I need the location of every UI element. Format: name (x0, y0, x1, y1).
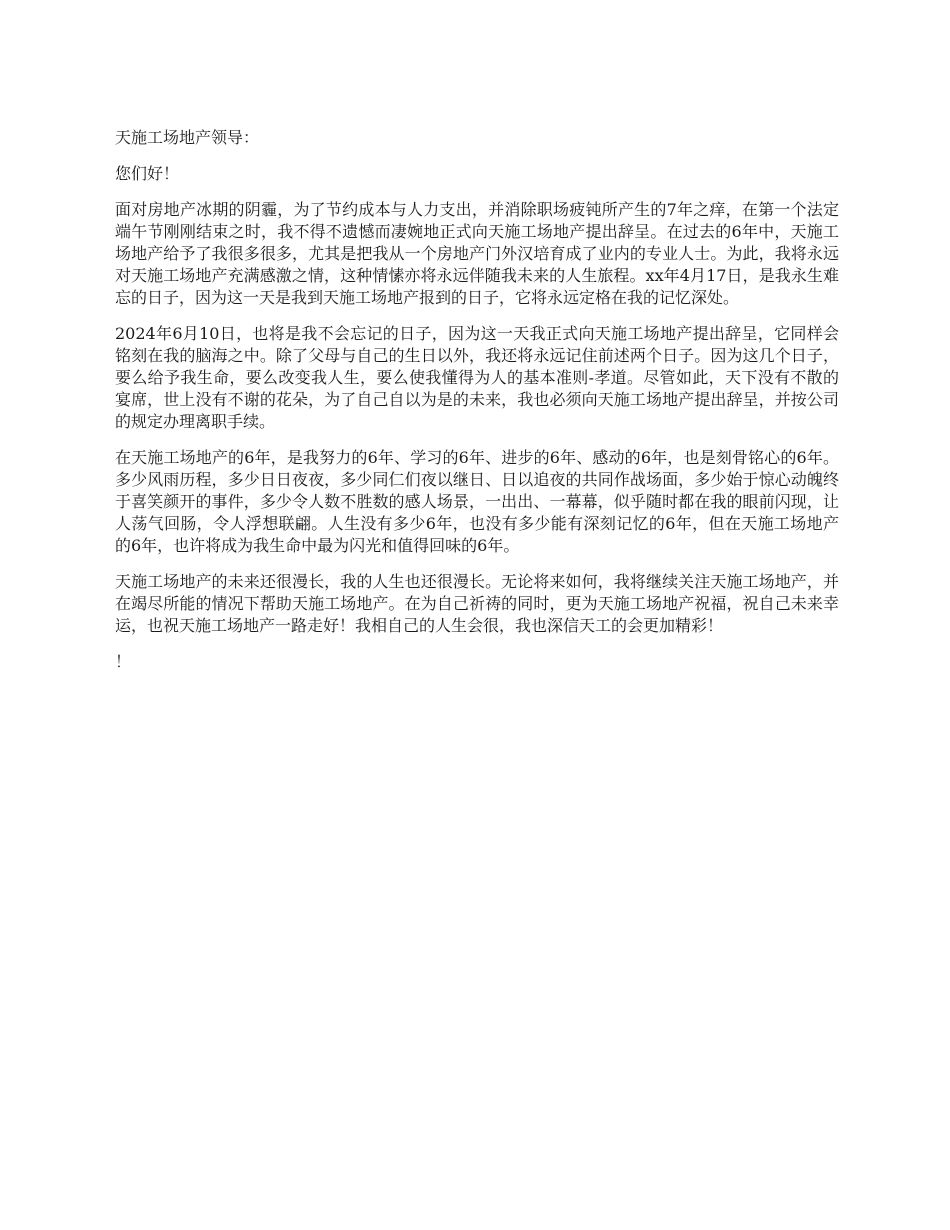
closing: ！ (115, 652, 132, 671)
greeting: 您们好！ (115, 164, 180, 183)
salutation: 天施工场地产领导： (115, 128, 260, 147)
paragraph-4: 天施工场地产的未来还很漫长，我的人生也还很漫长。无论将来如何，我将继续关注天施工场地产，并在竭尽所能的情况下帮助天施工场地产。在为自己祈祷的同时，更为天施工场地产祝福，祝自己未来幸运，也祝天施工场地产一路走好！我相自己的人生会很，我也深信天工的会更加精彩！ (115, 572, 839, 635)
letter-body (115, 127, 839, 687)
paragraph-1: 面对房地产冰期的阴霾，为了节约成本与人力支出，并消除职场疲钝所产生的7年之痒，在第一个法定端午节刚刚结束之时，我不得不遗憾而凄婉地正式向天施工场地产提出辞呈。在过去的6年中，天施工场地产给予了我很多很多，尤其是把我从一个房地产门外汉培育成了业内的专业人士。为此，我将永远对天施工场地产充满感激之情，这种情愫亦将永远伴随我未来的人生旅程。xx年4月17日，是我永生难忘的日子，因为这一天是我到天施工场地产报到的日子，它将永远定格在我的记忆深处。 (115, 200, 839, 307)
paragraph-2: 2024年6月10日，也将是我不会忘记的日子，因为这一天我正式向天施工场地产提出辞呈，它同样会铭刻在我的脑海之中。除了父母与自己的生日以外，我还将永远记住前述两个日子。因为这几个日子，要么给予我生命，要么改变我人生，要么使我懂得为人的基本准则-孝道。尽管如此，天下没有不散的宴席，世上没有不谢的花朵，为了自己自以为是的未来，我也必须向天施工场地产提出辞呈，并按公司的规定办理离职手续。 (115, 324, 839, 431)
paragraph-3: 在天施工场地产的6年，是我努力的6年、学习的6年、进步的6年、感动的6年，也是刻骨铭心的6年。多少风雨历程，多少日日夜夜，多少同仁们夜以继日、日以追夜的共同作战场面，多少始于惊心动魄终于喜笑颜开的事件，多少令人数不胜数的感人场景，一出出、一幕幕，似乎随时都在我的眼前闪现，让人荡气回肠，令人浮想联翩。人生没有多少6年，也没有多少能有深刻记忆的6年，但在天施工场地产的6年，也许将成为我生命中最为闪光和值得回味的6年。 (115, 448, 839, 555)
